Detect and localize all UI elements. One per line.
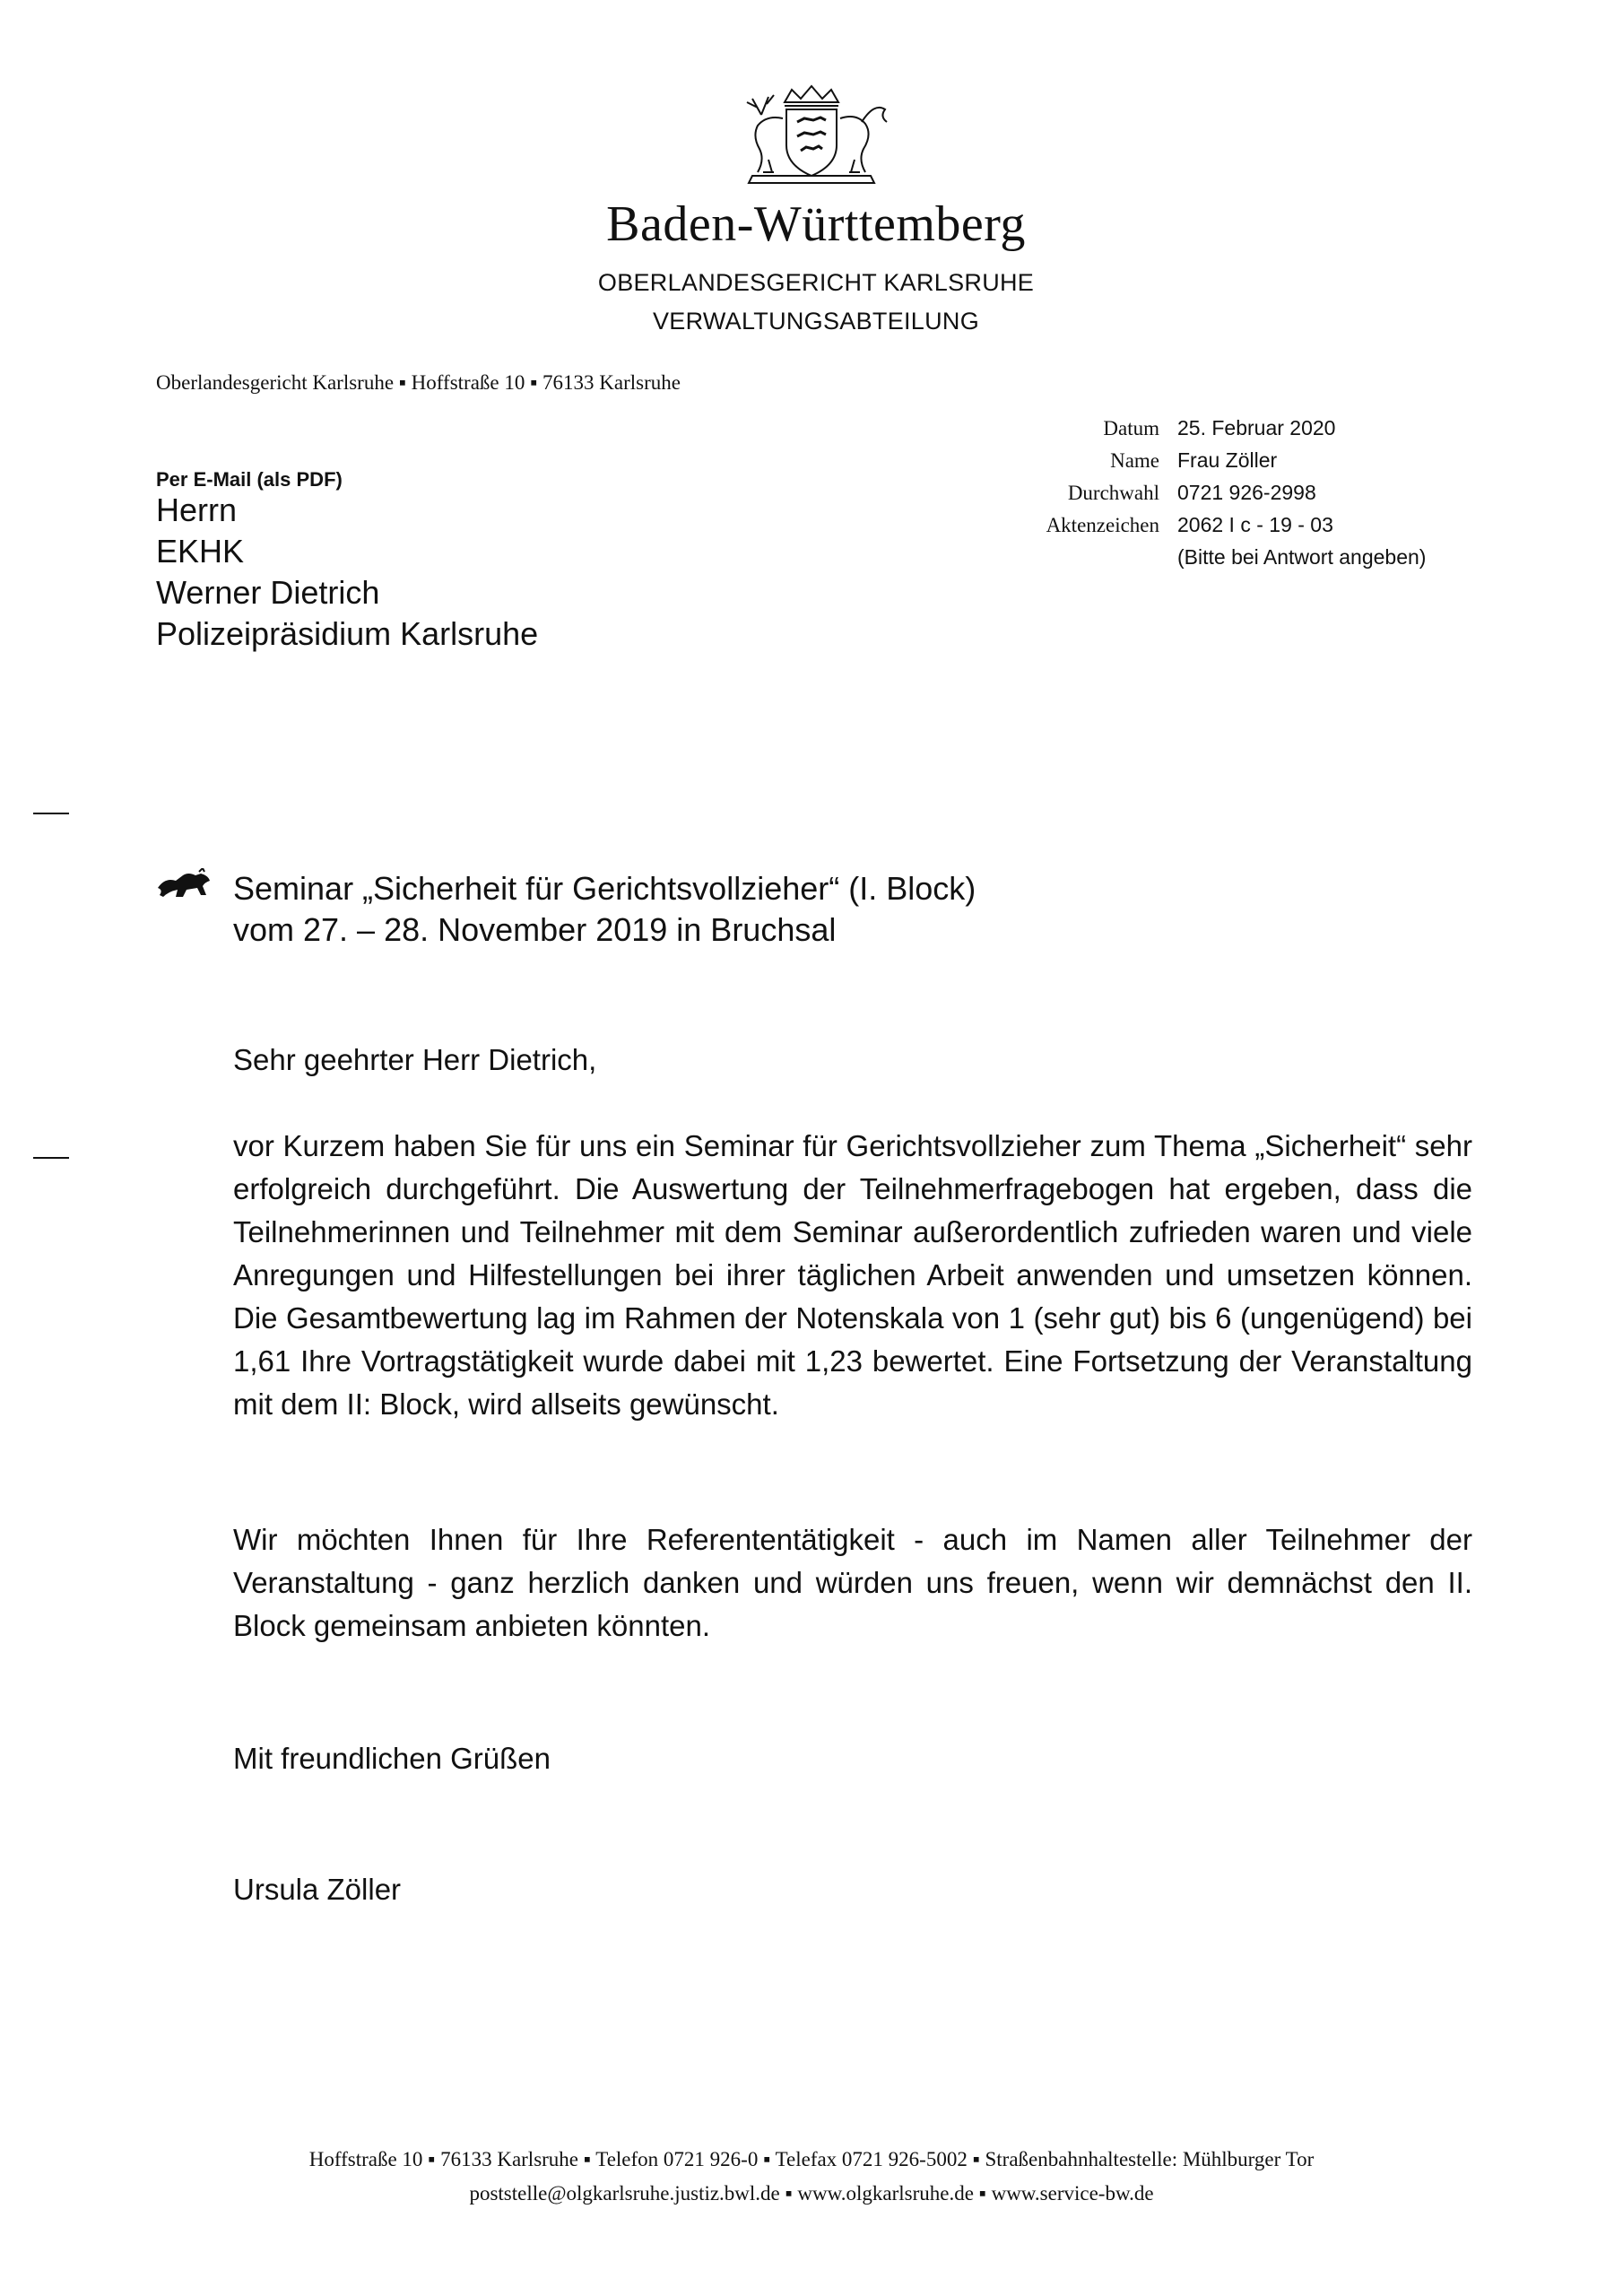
meta-label: Durchwahl (1067, 482, 1159, 504)
footer-address: Hoffstraße 10 ▪ 76133 Karlsruhe ▪ Telefon 0721 926-0 ▪ Telefax 0721 926-5002 ▪ Straßenbahnhaltestelle: Mühlburger Tor (308, 2148, 1315, 2170)
meta-label: Datum (1103, 417, 1159, 439)
fold-mark (33, 1157, 69, 1159)
signature: Ursula Zöller (233, 1873, 402, 1906)
meta-value: 0721 926-2998 (1177, 481, 1316, 504)
meta-note: (Bitte bei Antwort angeben) (1177, 545, 1427, 569)
court-name: OBERLANDESGERICHT KARLSRUHE (597, 269, 1035, 296)
footer-contact: poststelle@olgkarlsruhe.justiz.bwl.de ▪ www.olgkarlsruhe.de ▪ www.service-bw.de (469, 2182, 1154, 2205)
meta-row-date (897, 416, 1524, 448)
meta-row-phone (897, 481, 1524, 513)
meta-row-name (897, 448, 1524, 481)
fold-mark (33, 813, 69, 814)
lion-icon (156, 868, 212, 902)
recipient-line: Herrn (156, 491, 238, 528)
delivery-note: Per E-Mail (als PDF) (156, 468, 343, 491)
body-paragraph: Wir möchten Ihnen für Ihre Referententätigkeit - auch im Namen aller Teilnehmer der Veranstaltung - ganz herzlich danken und würden uns freuen, wenn wir demnächst den II. Block gemeinsam anbieten könnten. (233, 1523, 1472, 1642)
recipient-line: EKHK (156, 533, 245, 570)
body-paragraph: vor Kurzem haben Sie für uns ein Seminar für Gerichtsvollzieher zum Thema „Sicherheit“ sehr erfolgreich durchgeführt. Die Auswertung der Teilnehmerfragebogen hat ergeben, dass die Teilnehmerinnen und Teilnehmer mit dem Seminar außerordentlich zufrieden waren und viele Anregungen und Hilfestellungen bei ihrer täglichen Arbeit anwenden und umsetzen können. Die Gesamtbewertung lag im Rahmen der Notenskala von 1 (sehr gut) bis 6 (ungenügend) bei 1,61 Ihre Vortragstätigkeit wurde dabei mit 1,23 bewertet. Eine Fortsetzung der Veranstaltung mit dem II: Block, wird allseits gewünscht. (233, 1129, 1472, 1421)
letter-meta (897, 416, 1524, 578)
recipient-line: Werner Dietrich (156, 574, 380, 611)
meta-row-note (897, 545, 1524, 578)
meta-value: Frau Zöller (1177, 448, 1278, 472)
recipient-line: Polizeipräsidium Karlsruhe (156, 615, 539, 652)
closing: Mit freundlichen Grüßen (233, 1742, 551, 1775)
subject-line: Seminar „Sicherheit für Gerichtsvollzieher“ (I. Block) (233, 870, 976, 907)
meta-value: 25. Februar 2020 (1177, 416, 1336, 439)
department-name: VERWALTUNGSABTEILUNG (652, 308, 980, 335)
salutation: Sehr geehrter Herr Dietrich, (233, 1043, 597, 1076)
meta-row-reference (897, 513, 1524, 545)
meta-label: Name (1110, 449, 1159, 472)
return-address: Oberlandesgericht Karlsruhe ▪ Hoffstraße 10 ▪ 76133 Karlsruhe (156, 371, 681, 394)
state-name: Baden-Württemberg (606, 196, 1026, 252)
subject-line: vom 27. – 28. November 2019 in Bruchsal (233, 911, 837, 948)
coat-of-arms-icon (722, 83, 901, 187)
meta-value: 2062 I c - 19 - 03 (1177, 513, 1333, 536)
meta-label: Aktenzeichen (1046, 514, 1159, 536)
